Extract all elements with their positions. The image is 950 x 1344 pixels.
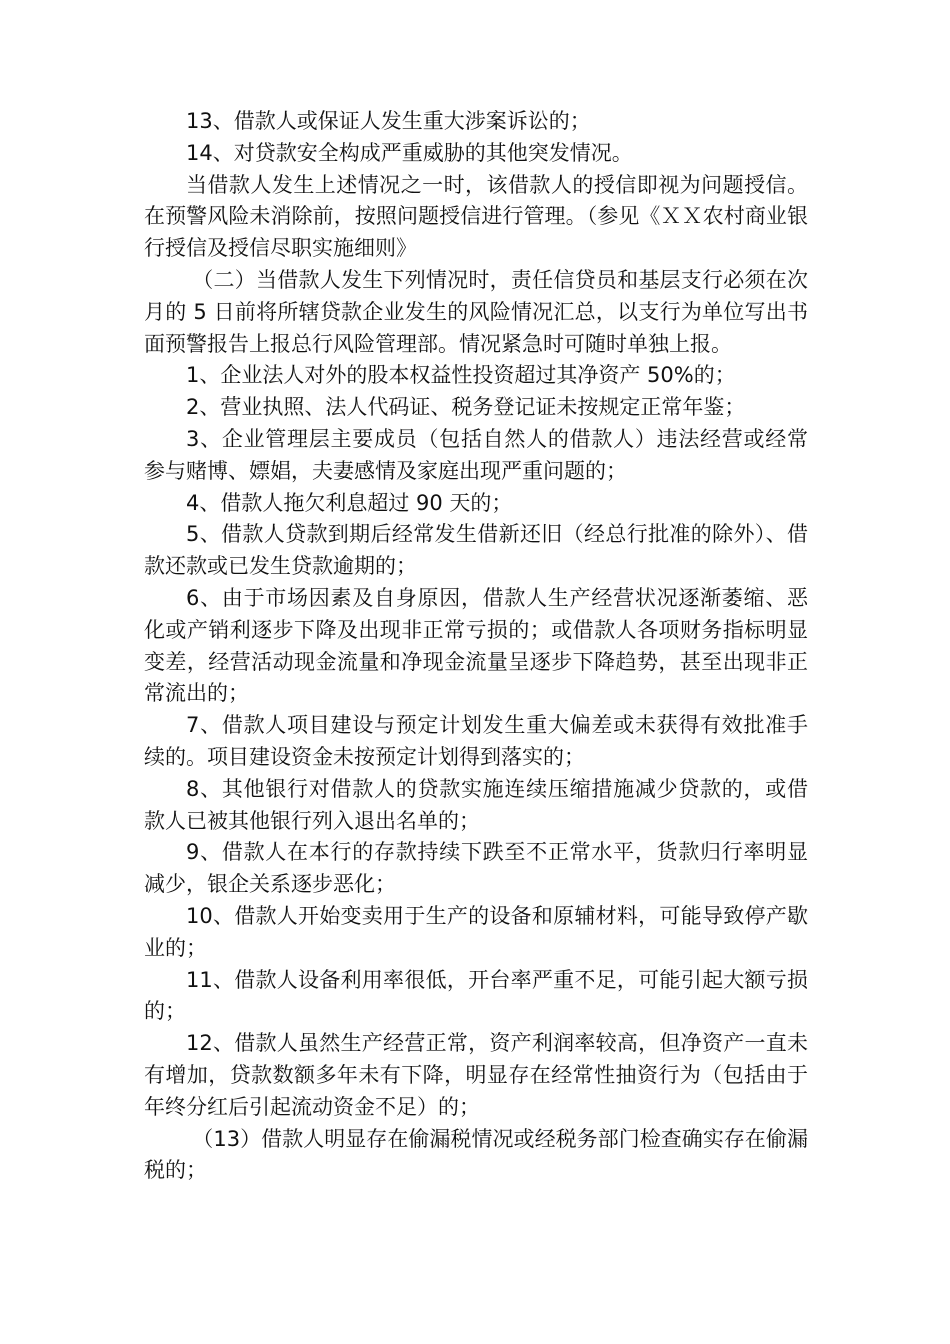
document-page [144, 106, 808, 1187]
paragraph-item-13-paren: （13）借款人明显存在偷漏税情况或经税务部门检查确实存在偷漏税的； [144, 1126, 808, 1183]
paragraph-item-13: 13、借款人或保证人发生重大涉案诉讼的； [186, 109, 591, 133]
paragraph-item-6: 6、由于市场因素及自身原因，借款人生产经营状况逐渐萎缩、恶化或产销利逐步下降及出现非正常亏损的；或借款人各项财务指标明显变差，经营活动现金流量和净现金流量呈逐步下降趋势，甚至出现非正常流出的； [144, 585, 808, 706]
paragraph-item-1: 1、企业法人对外的股本权益性投资超过其净资产 50%的； [186, 363, 736, 388]
paragraph-item-4: 4、借款人拖欠利息超过 90 天的； [186, 490, 513, 515]
paragraph-section-two: （二）当借款人发生下列情况时，责任信贷员和基层支行必须在次月的 5 日前将所辖贷款企业发生的风险情况汇总，以支行为单位写出书面预警报告上报总行风险管理部。情况紧急时可随时单独上报。 [144, 267, 808, 356]
paragraph-item-7: 7、借款人项目建设与预定计划发生重大偏差或未获得有效批准手续的。项目建设资金未按预定计划得到落实的； [144, 713, 808, 769]
paragraph-item-10: 10、借款人开始变卖用于生产的设备和原辅材料，可能导致停产歇业的； [144, 903, 808, 960]
paragraph-item-3: 3、企业管理层主要成员（包括自然人的借款人）违法经营或经常参与赌博、嫖娼，夫妻感情及家庭出现严重问题的； [144, 426, 808, 483]
paragraph-item-5: 5、借款人贷款到期后经常发生借新还旧（经总行批准的除外）、借款还款或已发生贷款逾期的； [144, 522, 808, 579]
paragraph-problem-credit: 当借款人发生上述情况之一时，该借款人的授信即视为问题授信。在预警风险未消除前，按照问题授信进行管理。（参见《ＸＸ农村商业银行授信及授信尽职实施细则》 [144, 172, 808, 261]
paragraph-item-9: 9、借款人在本行的存款持续下跌至不正常水平，货款归行率明显减少，银企关系逐步恶化； [144, 840, 808, 897]
paragraph-item-11: 11、借款人设备利用率很低，开台率严重不足，可能引起大额亏损的； [144, 967, 808, 1024]
paragraph-item-12: 12、借款人虽然生产经营正常，资产利润率较高，但净资产一直未有增加，贷款数额多年未有下降，明显存在经常性抽资行为（包括由于年终分红后引起流动资金不足）的； [144, 1031, 808, 1119]
paragraph-item-14: 14、对贷款安全构成严重威胁的其他突发情况。 [186, 140, 633, 165]
paragraph-item-8: 8、其他银行对借款人的贷款实施连续压缩措施减少贷款的，或借款人已被其他银行列入退出名单的； [144, 776, 808, 833]
paragraph-item-2: 2、营业执照、法人代码证、税务登记证未按规定正常年鉴； [186, 395, 746, 420]
